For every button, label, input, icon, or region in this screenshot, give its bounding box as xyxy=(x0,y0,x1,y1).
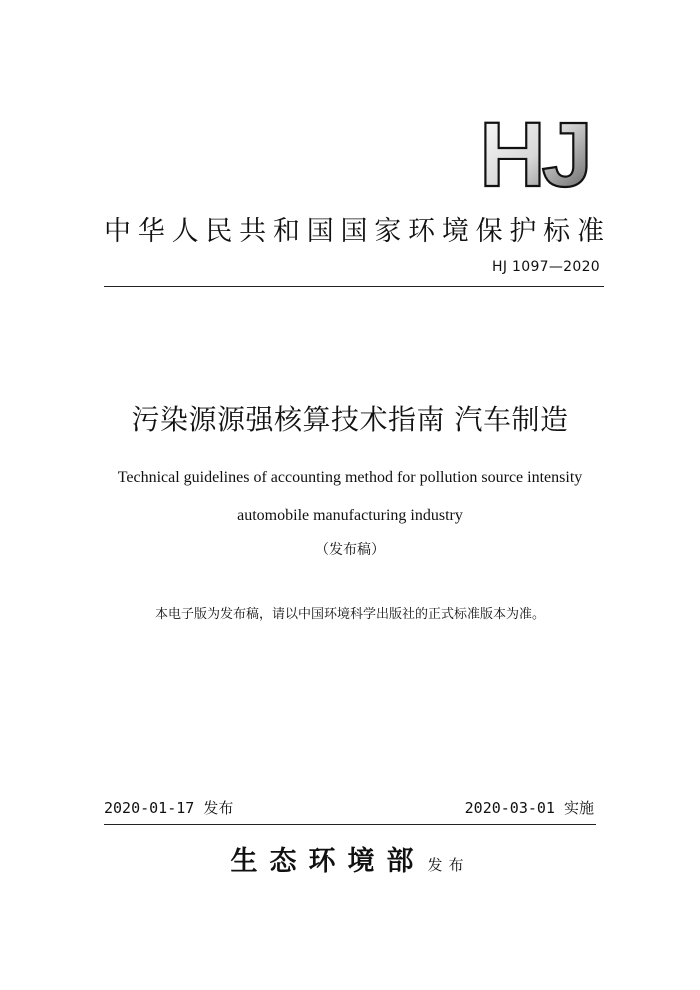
standard-category-char: 国 xyxy=(306,216,334,247)
standard-category-char: 华 xyxy=(137,216,165,247)
standard-category-char: 中 xyxy=(104,216,131,247)
standard-category-char: 护 xyxy=(509,216,537,247)
hj-logo-text: HJ xyxy=(479,118,589,192)
standard-category-char: 标 xyxy=(543,216,571,247)
standard-category-char: 准 xyxy=(576,216,604,247)
standard-category-char: 人 xyxy=(171,216,199,247)
standard-category-char: 和 xyxy=(272,216,300,247)
publisher-organization: 生态环境部 xyxy=(230,846,426,877)
footer-divider xyxy=(104,824,596,825)
issue-date: 2020-01-17 发布 xyxy=(104,799,234,817)
publisher-suffix: 发布 xyxy=(427,856,470,874)
standard-number: HJ 1097—2020 xyxy=(492,259,600,275)
standard-category-char: 共 xyxy=(239,216,267,247)
document-title-english-line1: Technical guidelines of accounting method for pollution source intensity xyxy=(117,469,583,486)
draft-status-tag: （发布稿） xyxy=(315,542,385,558)
document-title-chinese: 污染源源强核算技术指南 汽车制造 xyxy=(131,403,569,436)
standard-category-char: 民 xyxy=(205,216,233,247)
standard-category-title xyxy=(104,212,604,252)
standard-category-char: 环 xyxy=(408,216,436,247)
edition-notice: 本电子版为发布稿，请以中国环境科学出版社的正式标准版本为准。 xyxy=(154,607,545,622)
standard-category-char: 境 xyxy=(441,216,469,247)
standard-category-char: 家 xyxy=(374,216,402,247)
hj-logo xyxy=(470,118,598,192)
implementation-date: 2020-03-01 实施 xyxy=(464,799,594,817)
header-divider xyxy=(104,286,604,287)
document-title-english-line2: automobile manufacturing industry xyxy=(237,507,463,524)
standard-category-char: 国 xyxy=(340,216,368,247)
publisher-line xyxy=(0,840,700,887)
standard-category-char: 保 xyxy=(475,216,503,247)
